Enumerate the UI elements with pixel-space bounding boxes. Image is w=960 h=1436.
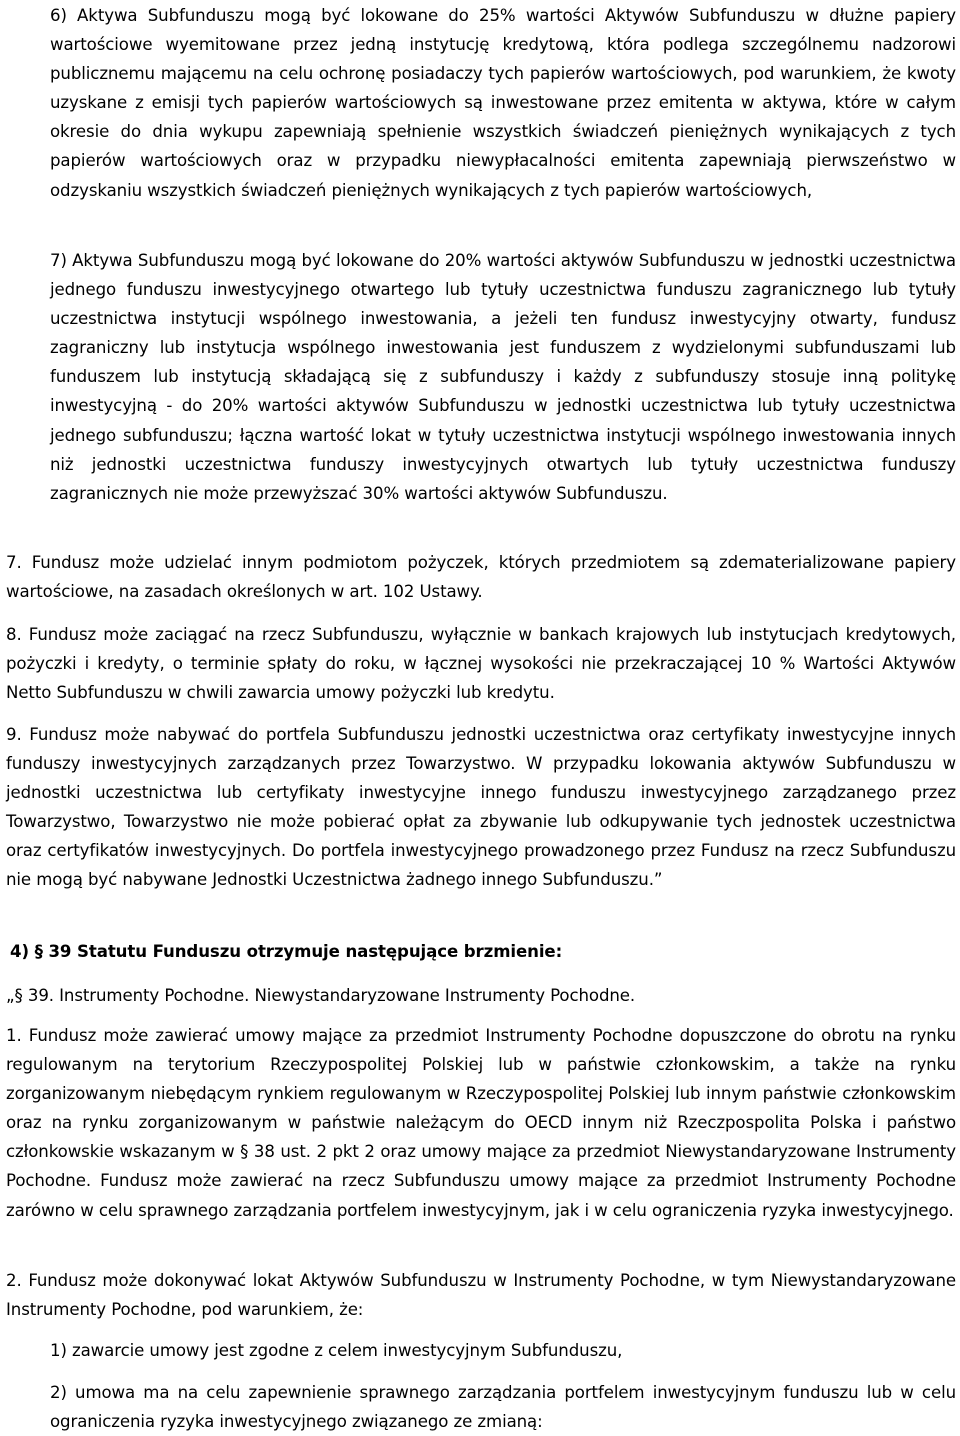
section-2-paragraph: 2. Fundusz może dokonywać lokat Aktywów Subfunduszu w Instrumenty Pochodne, w tym Niewystandaryzowane Instrumenty Pochodne, pod warunkiem, że: (6, 1271, 956, 1320)
condition-2-paragraph: 2) umowa ma na celu zapewnienie sprawnego zarządzania portfelem inwestycyjnym funduszu lub w celu ograniczenia ryzyka inwestycyjnego związanego ze zmianą: (50, 1383, 956, 1432)
amendment-heading: 4) § 39 Statutu Funduszu otrzymuje następujące brzmienie: (10, 942, 563, 961)
item-7-paragraph: 7) Aktywa Subfunduszu mogą być lokowane do 20% wartości aktywów Subfunduszu w jednostki uczestnictwa jednego funduszu inwestycyjnego otwartego lub tytuły uczestnictwa funduszu zagranicznego lub tytuły uczestnictwa instytucji wspólnego inwestowania, a jeżeli ten fundusz inwestycyjny otwarty, fundusz zagraniczny lub instytucja wspólnego inwestowania jest funduszem z wydzielonymi subfunduszami lub funduszem lub instytucją składającą się z subfunduszy i każdy z subfunduszy stosuje inną politykę inwestycyjną - do 20% wartości aktywów Subfunduszu w jednostki uczestnictwa lub tytuły uczestnictwa jednego subfunduszu; łączna wartość lokat w tytuły uczestnictwa instytucji wspólnego inwestowania innych niż jednostki uczestnictwa funduszy inwestycyjnych otwartych lub tytuły uczestnictwa funduszy zagranicznych nie może przewyższać 30% wartości aktywów Subfunduszu. (50, 251, 956, 503)
section-39-title: „§ 39. Instrumenty Pochodne. Niewystandaryzowane Instrumenty Pochodne. (6, 986, 636, 1005)
section-7-paragraph: 7. Fundusz może udzielać innym podmiotom pożyczek, których przedmiotem są zdematerializowane papiery wartościowe, na zasadach określonych w art. 102 Ustawy. (6, 553, 956, 602)
section-8-paragraph: 8. Fundusz może zaciągać na rzecz Subfunduszu, wyłącznie w bankach krajowych lub instytucjach kredytowych, pożyczki i kredyty, o terminie spłaty do roku, w łącznej wysokości nie przekraczającej 10 % Wartości Aktywów Netto Subfunduszu w chwili zawarcia umowy pożyczki lub kredytu. (6, 625, 956, 703)
item-6-paragraph: 6) Aktywa Subfunduszu mogą być lokowane do 25% wartości Aktywów Subfunduszu w dłużne papiery wartościowe wyemitowane przez jedną instytucję kredytową, która podlega szczególnemu nadzorowi publicznemu mającemu na celu ochronę posiadaczy tych papierów wartościowych, pod warunkiem, że kwoty uzyskane z emisji tych papierów wartościowych są inwestowane przez emitenta w aktywa, które w całym okresie do dnia wykupu zapewniają spełnienie wszystkich świadczeń pieniężnych wynikających z tych papierów wartościowych oraz w przypadku niewypłacalności emitenta zapewniają pierwszeństwo w odzyskaniu wszystkich świadczeń pieniężnych wynikających z tych papierów wartościowych, (50, 6, 956, 200)
section-1-paragraph: 1. Fundusz może zawierać umowy mające za przedmiot Instrumenty Pochodne dopuszczone do obrotu na rynku regulowanym na terytorium Rzeczypospolitej Polskiej lub w państwie członkowskim, a także na rynku zorganizowanym niebędącym rynkiem regulowanym w Rzeczypospolitej Polskiej lub innym państwie członkowskim oraz na rynku zorganizowanym w państwie należącym do OECD innym niż Rzeczpospolita Polska i państwo członkowskie wskazanym w § 38 ust. 2 pkt 2 oraz umowy mające za przedmiot Niewystandaryzowane Instrumenty Pochodne. Fundusz może zawierać na rzecz Subfunduszu umowy mające za przedmiot Instrumenty Pochodne zarówno w celu sprawnego zarządzania portfelem inwestycyjnym, jak i w celu ograniczenia ryzyka inwestycyjnego. (6, 1026, 956, 1220)
section-9-paragraph: 9. Fundusz może nabywać do portfela Subfunduszu jednostki uczestnictwa oraz certyfikaty inwestycyjne innych funduszy inwestycyjnych zarządzanych przez Towarzystwo. W przypadku lokowania aktywów Subfunduszu w jednostki uczestnictwa lub certyfikaty inwestycyjne innego funduszu inwestycyjnego zarządzanego przez Towarzystwo, Towarzystwo nie może pobierać opłat za zbywanie lub odkupywanie tych jednostek uczestnictwa oraz certyfikatów inwestycyjnych. Do portfela inwestycyjnego prowadzonego przez Fundusz na rzecz Subfunduszu nie mogą być nabywane Jednostki Uczestnictwa żadnego innego Subfunduszu.” (6, 725, 956, 890)
condition-1-paragraph: 1) zawarcie umowy jest zgodne z celem inwestycyjnym Subfunduszu, (50, 1341, 623, 1360)
